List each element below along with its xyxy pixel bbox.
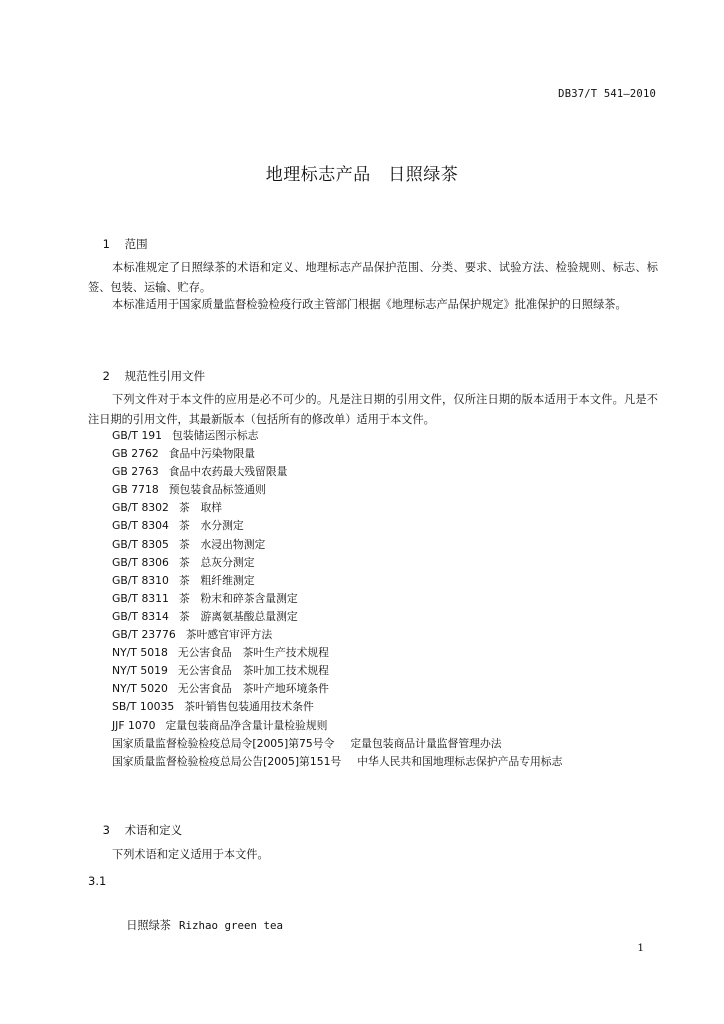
section-3-title: 术语和定义 — [124, 823, 183, 837]
reference-item — [112, 753, 562, 771]
reference-code: GB 7718 — [112, 483, 159, 497]
reference-code: GB/T 8311 — [112, 591, 169, 605]
reference-title: 茶 水分测定 — [178, 519, 244, 533]
reference-item — [112, 662, 562, 680]
reference-item — [112, 445, 562, 463]
section-2-number: 2 — [102, 369, 110, 383]
reference-item — [112, 517, 562, 535]
reference-item — [112, 717, 562, 735]
reference-item — [112, 481, 562, 499]
scope-paragraph-2: 本标准适用于国家质量监督检验检疫行政主管部门根据《地理标志产品保护规定》批准保护的日照绿茶。 — [112, 298, 627, 311]
reference-title: 茶 总灰分测定 — [178, 555, 255, 569]
reference-code: 国家质量监督检验检疫总局公告[2005]第151号 — [112, 754, 342, 768]
reference-code: GB/T 8305 — [112, 537, 169, 551]
reference-title: 茶 粗纤维测定 — [178, 573, 255, 587]
reference-item — [112, 427, 562, 445]
reference-code: GB 2763 — [112, 465, 159, 479]
reference-code: GB/T 8306 — [112, 555, 169, 569]
section-1-number: 1 — [102, 237, 110, 251]
term-english: Rizhao green tea — [179, 919, 284, 932]
reference-item — [112, 680, 562, 698]
reference-item — [112, 644, 562, 662]
reference-title: 茶 水浸出物测定 — [178, 537, 266, 551]
reference-item — [112, 554, 562, 572]
reference-title: 食品中农药最大残留限量 — [168, 465, 288, 479]
reference-code: GB/T 191 — [112, 429, 163, 442]
reference-code: SB/T 10035 — [112, 700, 175, 714]
terms-intro: 下列术语和定义适用于本文件。 — [112, 848, 269, 861]
reference-title: 包装储运图示标志 — [172, 429, 259, 442]
reference-code: 国家质量监督检验检疫总局令[2005]第75号令 — [112, 736, 335, 750]
reference-title: 无公害食品 茶叶产地环境条件 — [177, 682, 329, 696]
reference-item — [112, 698, 562, 716]
reference-item — [112, 536, 562, 554]
section-2-title: 规范性引用文件 — [124, 369, 206, 383]
page-number: 1 — [637, 942, 644, 954]
reference-item — [112, 590, 562, 608]
subsection-3-1-number: 3.1 — [88, 874, 107, 888]
reference-item — [112, 626, 562, 644]
references-intro: 下列文件对于本文件的应用是必不可少的。凡是注日期的引用文件，仅所注日期的版本适用于本文件。凡是不注日期的引用文件，其最新版本（包括所有的修改单）适用于本文件。 — [88, 393, 658, 426]
reference-code: GB/T 8304 — [112, 519, 169, 533]
reference-item — [112, 608, 562, 626]
reference-list — [112, 427, 562, 771]
reference-title: 定量包装商品净含量计量检验规则 — [165, 718, 328, 732]
reference-item — [112, 499, 562, 517]
reference-title: 茶叶销售包装通用技术条件 — [184, 700, 314, 714]
reference-title: 无公害食品 茶叶生产技术规程 — [177, 646, 329, 660]
reference-code: NY/T 5020 — [112, 682, 168, 696]
reference-code: GB/T 8314 — [112, 609, 169, 623]
reference-title: 茶叶感官审评方法 — [185, 628, 273, 642]
scope-paragraph-1: 本标准规定了日照绿茶的术语和定义、地理标志产品保护范围、分类、要求、试验方法、检验规则、标志、标签、包装、运输、贮存。 — [88, 261, 658, 294]
standard-code: DB37/T 541—2010 — [558, 88, 656, 100]
reference-title: 茶 粉末和碎茶含量测定 — [178, 591, 298, 605]
section-1-title: 范围 — [124, 237, 148, 251]
reference-item — [112, 735, 562, 753]
term-entry — [112, 904, 283, 946]
reference-code: NY/T 5019 — [112, 664, 168, 678]
reference-title: 茶 取样 — [178, 501, 223, 515]
reference-item — [112, 463, 562, 481]
reference-item — [112, 572, 562, 590]
reference-title: 茶 游离氨基酸总量测定 — [178, 609, 298, 623]
reference-title: 中华人民共和国地理标志保护产品专用标志 — [357, 754, 563, 768]
reference-title: 食品中污染物限量 — [168, 447, 256, 461]
section-3-number: 3 — [102, 823, 110, 837]
reference-title: 定量包装商品计量监督管理办法 — [350, 736, 502, 750]
reference-code: JJF 1070 — [112, 718, 156, 732]
reference-code: NY/T 5018 — [112, 646, 168, 660]
reference-code: GB/T 8310 — [112, 573, 169, 587]
reference-title: 无公害食品 茶叶加工技术规程 — [177, 664, 329, 678]
reference-code: GB/T 8302 — [112, 501, 169, 515]
term-chinese: 日照绿茶 — [126, 919, 171, 932]
reference-code: GB 2762 — [112, 447, 159, 461]
reference-title: 预包装食品标签通则 — [168, 483, 266, 497]
reference-code: GB/T 23776 — [112, 628, 176, 642]
document-title: 地理标志产品 日照绿茶 — [265, 165, 459, 185]
